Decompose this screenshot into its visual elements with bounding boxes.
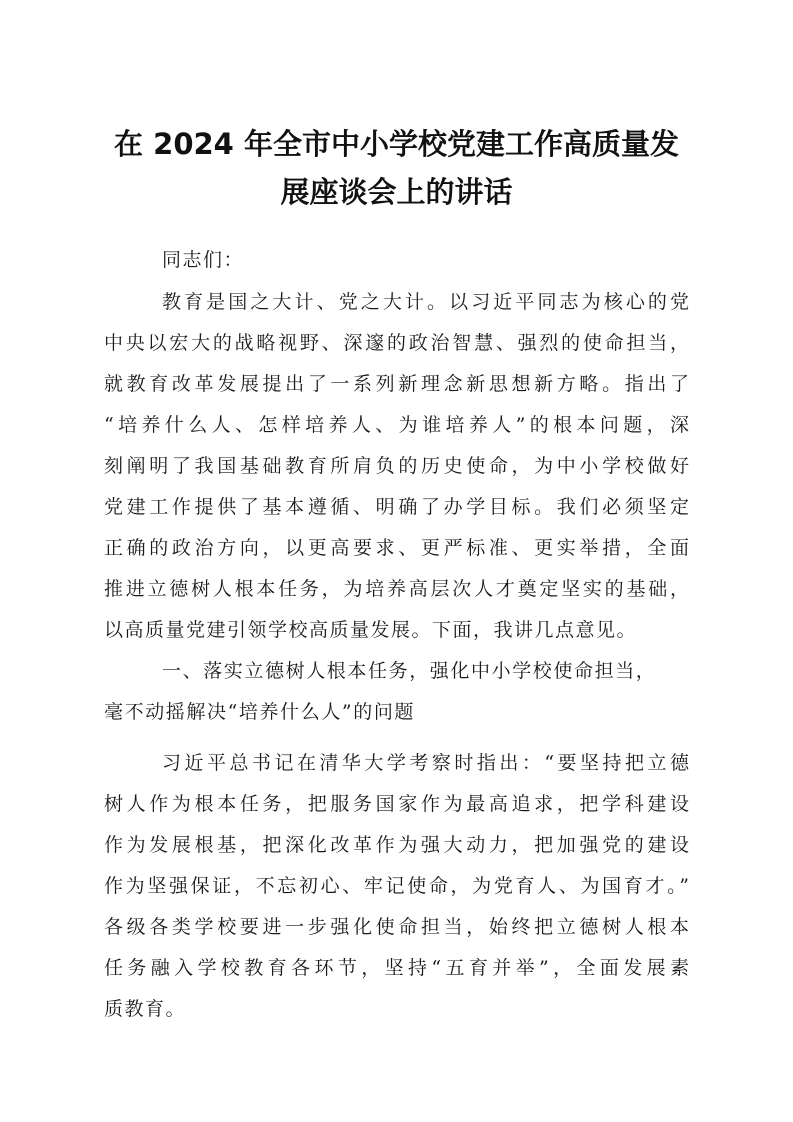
paragraph-2-line: 习近平总书记在清华大学考察时指出：“要坚持把立德 — [162, 752, 689, 774]
paragraph-1-line: 以高质量党建引领学校高质量发展。下面，我讲几点意见。 — [104, 619, 638, 641]
paragraph-1-line: 教育是国之大计、党之大计。以习近平同志为核心的党 — [162, 291, 689, 313]
paragraph-1-line: 就教育改革发展提出了一系列新理念新思想新方略。指出了 — [104, 373, 689, 395]
paragraph-2-line: 作为坚强保证，不忘初心、牢记使命，为党育人、为国育才。” — [104, 875, 689, 897]
paragraph-1-line: 正确的政治方向，以更高要求、更严标准、更实举措，全面 — [104, 537, 689, 559]
salutation: 同志们： — [162, 249, 245, 271]
paragraph-2-line: 质教育。 — [104, 998, 187, 1020]
paragraph-2-line: 任务融入学校教育各环节，坚持“五育并举”，全面发展素 — [104, 957, 689, 979]
section-heading-1-line: 一、落实立德树人根本任务，强化中小学校使命担当， — [162, 660, 657, 682]
paragraph-2-line: 各级各类学校要进一步强化使命担当，始终把立德树人根本 — [104, 916, 689, 938]
document-title-line-1: 在 2024 年全市中小学校党建工作高质量发 — [114, 127, 679, 161]
section-heading-1-line: 毫不动摇解决“培养什么人”的问题 — [104, 701, 416, 723]
document-title-line-2: 展座谈会上的讲话 — [280, 175, 513, 209]
paragraph-1-line: 党建工作提供了基本遵循、明确了办学目标。我们必须坚定 — [104, 496, 689, 518]
paragraph-2-line: 作为发展根基，把深化改革作为强大动力，把加强党的建设 — [104, 834, 689, 856]
paragraph-1-line: “培养什么人、怎样培养人、为谁培养人”的根本问题，深 — [104, 414, 689, 436]
paragraph-2-line: 树人作为根本任务，把服务国家作为最高追求，把学科建设 — [104, 793, 689, 815]
paragraph-1-line: 中央以宏大的战略视野、深邃的政治智慧、强烈的使命担当， — [104, 332, 689, 354]
paragraph-1-line: 刻阐明了我国基础教育所肩负的历史使命，为中小学校做好 — [104, 455, 689, 477]
paragraph-1-line: 推进立德树人根本任务，为培养高层次人才奠定坚实的基础， — [104, 578, 689, 600]
